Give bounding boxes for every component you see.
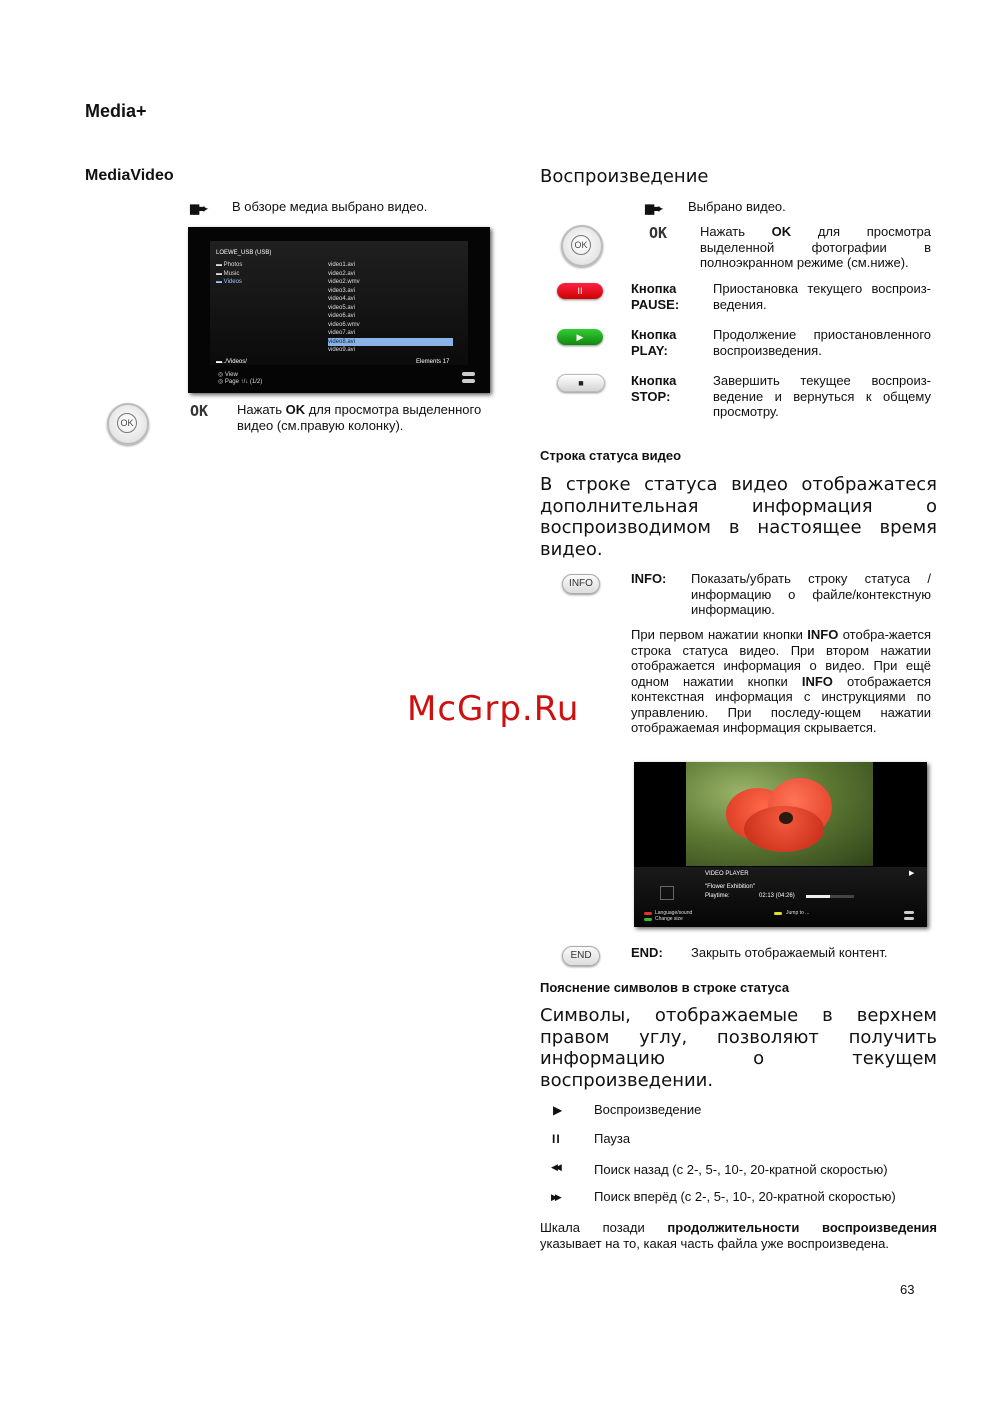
file-item: video2.avi	[328, 270, 356, 277]
step-arrow-icon: ▮▮➨	[644, 201, 661, 216]
hint-button-icon	[904, 911, 914, 914]
right-title: Воспроизведение	[540, 166, 709, 187]
ok-key-label: OK	[649, 224, 668, 242]
footer-note: Шкала позади продолжительности воспроизведения указывает на то, какая часть файла уже воспроизведена.	[540, 1220, 937, 1251]
yellow-key-icon	[774, 912, 782, 915]
progress-fill	[806, 895, 830, 898]
left-step1: В обзоре медиа выбрано видео.	[232, 199, 428, 214]
playtime-label: Playtime:	[705, 893, 730, 899]
hint-view: ◎ View	[218, 372, 238, 378]
right-ok-text: Нажать OK для просмотра выделенной фотографии в полноэкранном режиме (см.ниже).	[700, 224, 931, 270]
status-intro: В строке статуса видео отображатеся дополнительная информация о воспроизводимом в настоящее время видео.	[540, 474, 937, 560]
info-label: INFO:	[631, 571, 667, 586]
page-number: 63	[900, 1282, 915, 1297]
media-panel	[210, 241, 468, 365]
poppy-photo	[686, 762, 873, 866]
file-item: video3.avi	[328, 287, 356, 294]
folder-item: ▬ Videos	[216, 279, 242, 285]
ok-key-label: OK	[190, 402, 209, 420]
file-item: video6.avi	[328, 313, 356, 319]
symbol-forward-text: Поиск вперёд (с 2-, 5-, 10-, 20-кратной скоростью)	[594, 1189, 896, 1204]
hint-page: ◎ Page ↑/↓ (1/2)	[218, 379, 263, 385]
play-button-icon: ▶	[557, 329, 603, 345]
symbols-subtitle: Пояснение символов в строке статуса	[540, 980, 790, 995]
current-path: ▬../Videos/	[216, 359, 247, 365]
symbols-intro: Символы, отображаемые в верхнем правом углу, позволяют получить информацию о текущем воспроизведении.	[540, 1005, 937, 1091]
ok-remote-button-icon: OK	[561, 225, 603, 267]
play-label: Кнопка PLAY:	[631, 327, 677, 358]
file-item: video4.avi	[328, 296, 356, 302]
player-title: VIDEO PLAYER	[705, 871, 749, 877]
device-name: LOEWE_USB (USB)	[216, 250, 272, 256]
status-subtitle: Строка статуса видео	[540, 448, 682, 463]
symbol-pause-text: Пауза	[594, 1131, 631, 1146]
hint-button-icon	[462, 372, 475, 376]
file-item: video2.wmv	[328, 279, 360, 285]
left-ok-text: Нажать OK для просмотра выделенного видео (см.правую колонку).	[237, 402, 482, 433]
hint-jump: Jump to ...	[786, 910, 810, 916]
folder-list	[216, 261, 242, 287]
rewind-symbol-icon: ◀◀	[551, 1162, 559, 1172]
end-remote-button-icon: END	[562, 946, 600, 966]
hint-size: Change size	[655, 916, 683, 922]
pause-symbol-icon: II	[552, 1132, 561, 1146]
info-remote-button-icon: INFO	[562, 574, 600, 594]
step-arrow-icon: ▮▮➨	[189, 201, 206, 216]
poppy-center	[779, 812, 793, 824]
progress-track	[806, 895, 854, 898]
info-desc: Показать/убрать строку статуса / информацию о файле/контекстную информацию.	[691, 571, 931, 617]
stop-label: Кнопка STOP:	[631, 373, 677, 404]
file-list	[328, 261, 453, 355]
pause-button-icon: II	[557, 283, 603, 299]
file-item: video9.avi	[328, 347, 356, 353]
playtime-value: 02:13 (04:26)	[759, 893, 795, 899]
right-step1: Выбрано видео.	[688, 199, 786, 214]
elements-count: Elements 17	[416, 359, 450, 365]
file-item: video5.avi	[328, 304, 356, 311]
play-desc: Продолжение приостановленного воспроизведения.	[713, 327, 931, 358]
green-key-icon	[644, 918, 652, 921]
symbol-rewind-text: Поиск назад (с 2-, 5-, 10-, 20-кратной скоростью)	[594, 1162, 888, 1177]
ok-remote-button-icon: OK	[107, 403, 149, 445]
file-item: video7.avi	[328, 330, 356, 336]
hint-button-icon	[462, 379, 475, 383]
end-desc: Закрыть отображаемый контент.	[691, 945, 888, 960]
stop-desc: Завершить текущее воспроиз-ведение и вернуться к общему просмотру.	[713, 373, 931, 419]
forward-symbol-icon: ▶▶	[551, 1192, 559, 1202]
red-key-icon	[644, 912, 652, 915]
file-item-selected: video8.avi	[328, 338, 453, 347]
hint-language: Language/sound	[655, 910, 693, 916]
hint-button-icon	[904, 917, 914, 920]
watermark: McGrp.Ru	[407, 689, 580, 729]
file-item: video1.avi	[328, 262, 356, 268]
symbol-play-text: Воспроизведение	[594, 1102, 702, 1117]
video-player-screenshot	[634, 762, 927, 927]
file-item: video6.wmv	[328, 321, 360, 328]
pause-label: Кнопка PAUSE:	[631, 281, 680, 312]
folder-item: ▬ Photos	[216, 262, 243, 268]
folder-item: ▬ Music	[216, 270, 240, 277]
info-paragraph: При первом нажатии кнопки INFO отобра-жается строка статуса видео. При втором нажатии отображается информация о видео. При ещё одном нажатии кнопки INFO отображается контекстная информация с инструкциями по управлению. При последу-ющем нажатии отображаемая информация скрывается.	[631, 627, 932, 735]
left-title: MediaVideo	[85, 167, 174, 184]
section-title: Media+	[85, 101, 147, 121]
pause-desc: Приостановка текущего воспроиз-ведения.	[713, 281, 931, 312]
stop-button-icon: ■	[557, 374, 605, 392]
film-icon	[660, 886, 674, 900]
player-file: "Flower Exhibition"	[705, 884, 755, 890]
end-label: END:	[631, 945, 663, 960]
play-state-icon: ▶	[909, 870, 915, 877]
media-overview-screenshot	[188, 227, 490, 393]
play-symbol-icon: ▶	[553, 1103, 563, 1117]
